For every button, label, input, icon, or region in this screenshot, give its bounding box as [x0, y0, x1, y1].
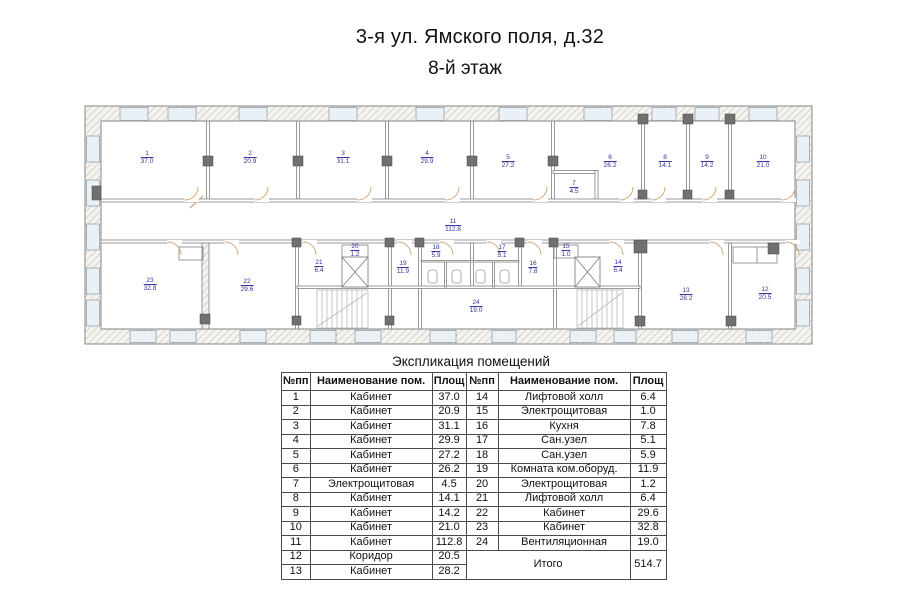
cell-num: 14: [466, 391, 498, 406]
room-number: 10: [757, 154, 770, 162]
cell-num: 3: [282, 420, 311, 435]
cell-area: 37.0: [432, 391, 466, 406]
room-number: 12: [759, 286, 772, 294]
room-number: 24: [470, 299, 483, 307]
table-row: [282, 507, 667, 522]
room-label-22: [241, 278, 254, 294]
room-number: 15: [562, 243, 570, 251]
table-row: [282, 391, 667, 406]
cell-num: 7: [282, 478, 311, 493]
room-number: 16: [529, 260, 537, 268]
cell-area: 14.2: [432, 507, 466, 522]
room-number: 7: [569, 180, 578, 188]
cell-area: 31.1: [432, 420, 466, 435]
cell-num: 15: [466, 405, 498, 420]
cell-num: 8: [282, 492, 311, 507]
cell-num: 24: [466, 536, 498, 551]
cell-num: 19: [466, 463, 498, 478]
cell-name: Кабинет: [310, 565, 432, 580]
header-name: Наименование пом.: [498, 373, 630, 391]
table-row: [282, 550, 667, 565]
cell-name: Комната ком.оборуд.: [498, 463, 630, 478]
cell-name: Кабинет: [498, 521, 630, 536]
room-number: 19: [397, 260, 409, 268]
room-area: 1.2: [350, 251, 360, 259]
room-area: 32.8: [143, 285, 157, 293]
explication-title: Экспликация помещений: [392, 354, 550, 369]
table-row: [282, 434, 667, 449]
cell-num: 16: [466, 420, 498, 435]
total-label-cell: Итого: [466, 550, 630, 579]
cell-area: 112.8: [432, 536, 466, 551]
room-number: 20: [351, 243, 359, 251]
room-label-6: [604, 154, 617, 170]
room-area: 31.1: [336, 158, 350, 166]
cell-num: 11: [282, 536, 311, 551]
room-number: 5: [502, 154, 515, 162]
header-area: Площ: [432, 373, 466, 391]
cell-num: 18: [466, 449, 498, 464]
cell-num: 12: [282, 550, 311, 565]
cell-area: 4.5: [432, 478, 466, 493]
room-label-21: [314, 259, 323, 275]
room-area: 27.2: [501, 162, 515, 170]
header-row: [282, 373, 667, 391]
cell-name: Кабинет: [310, 463, 432, 478]
cell-area: 5.9: [630, 449, 666, 464]
room-number: 17: [498, 244, 506, 252]
room-area: 26.2: [603, 162, 617, 170]
cell-area: 14.1: [432, 492, 466, 507]
cell-num: 9: [282, 507, 311, 522]
room-area: 37.0: [140, 158, 154, 166]
cell-num: 6: [282, 463, 311, 478]
cell-name: Кабинет: [310, 434, 432, 449]
cell-area: 29.6: [630, 507, 666, 522]
cell-name: Кухня: [498, 420, 630, 435]
cell-num: 2: [282, 405, 311, 420]
room-label-2: [244, 150, 257, 166]
room-area: 29.6: [240, 286, 254, 294]
cell-area: 1.0: [630, 405, 666, 420]
cell-area: 6.4: [630, 391, 666, 406]
door-arcs: [168, 187, 801, 255]
cell-area: 5.1: [630, 434, 666, 449]
room-area: 14.1: [658, 162, 672, 170]
cell-area: 11.9: [630, 463, 666, 478]
cell-name: Электрощитовая: [310, 478, 432, 493]
cell-name: Лифтовой холл: [498, 492, 630, 507]
cell-name: Сан.узел: [498, 434, 630, 449]
cell-name: Кабинет: [498, 507, 630, 522]
room-area: 5.9: [431, 252, 441, 260]
cell-num: 21: [466, 492, 498, 507]
room-area: 7.8: [528, 268, 538, 276]
header-num: №пп: [466, 373, 498, 391]
room-label-1: [141, 150, 154, 166]
cell-area: 20.9: [432, 405, 466, 420]
cell-area: 28.2: [432, 565, 466, 580]
room-area: 6.4: [613, 267, 623, 275]
table-row: [282, 420, 667, 435]
cell-num: 5: [282, 449, 311, 464]
cell-name: Кабинет: [310, 507, 432, 522]
room-label-18: [431, 244, 440, 260]
room-label-19: [397, 260, 409, 276]
room-number: 21: [315, 259, 323, 267]
room-label-24: [470, 299, 483, 315]
cell-name: Кабинет: [310, 391, 432, 406]
cell-area: 7.8: [630, 420, 666, 435]
room-label-20: [350, 243, 359, 259]
table-row: [282, 463, 667, 478]
cell-name: Кабинет: [310, 492, 432, 507]
table-row: [282, 449, 667, 464]
cell-name: Кабинет: [310, 449, 432, 464]
header-name: Наименование пом.: [310, 373, 432, 391]
room-label-23: [144, 277, 157, 293]
cell-name: Вентиляционная: [498, 536, 630, 551]
room-area: 21.0: [756, 162, 770, 170]
room-area: 28.2: [679, 295, 693, 303]
room-label-14: [613, 259, 622, 275]
room-area: 6.4: [314, 267, 324, 275]
room-area: 14.2: [700, 162, 714, 170]
cell-name: Коридор: [310, 550, 432, 565]
cell-name: Кабинет: [310, 405, 432, 420]
cell-num: 22: [466, 507, 498, 522]
room-area: 112.8: [445, 226, 461, 234]
room-label-11: [445, 218, 461, 234]
cell-name: Кабинет: [310, 536, 432, 551]
room-number: 13: [680, 287, 693, 295]
room-label-10: [757, 154, 770, 170]
page-title: 3-я ул. Ямского поля, д.32: [355, 26, 605, 48]
cell-name: Сан.узел: [498, 449, 630, 464]
room-label-17: [497, 244, 506, 260]
room-area: 4.5: [569, 188, 579, 196]
cell-num: 10: [282, 521, 311, 536]
room-number: 11: [445, 218, 461, 226]
room-number: 4: [421, 150, 434, 158]
cell-area: 20.5: [432, 550, 466, 565]
cell-num: 13: [282, 565, 311, 580]
cell-area: 19.0: [630, 536, 666, 551]
room-label-8: [659, 154, 672, 170]
cell-area: 32.8: [630, 521, 666, 536]
room-area: 29.9: [420, 158, 434, 166]
room-label-5: [502, 154, 515, 170]
room-area: 5.1: [497, 252, 507, 260]
cell-num: 23: [466, 521, 498, 536]
toilet-fixtures: [428, 270, 509, 283]
cell-name: Кабинет: [310, 521, 432, 536]
room-number: 3: [337, 150, 350, 158]
cell-area: 1.2: [630, 478, 666, 493]
total-value-cell: 514.7: [630, 550, 666, 579]
room-label-4: [421, 150, 434, 166]
cell-num: 20: [466, 478, 498, 493]
room-label-7: [569, 180, 578, 196]
table-row: [282, 536, 667, 551]
header-area: Площ: [630, 373, 666, 391]
room-label-16: [528, 260, 537, 276]
room-number: 9: [701, 154, 714, 162]
room-area: 20.5: [758, 294, 772, 302]
cell-name: Электрощитовая: [498, 478, 630, 493]
floor-subtitle: 8-й этаж: [428, 58, 502, 79]
cell-num: 17: [466, 434, 498, 449]
room-number: 6: [604, 154, 617, 162]
table-row: [282, 405, 667, 420]
room-label-3: [337, 150, 350, 166]
cell-num: 1: [282, 391, 311, 406]
cell-name: Кабинет: [310, 420, 432, 435]
room-area: 19.0: [469, 307, 483, 315]
cell-area: 29.9: [432, 434, 466, 449]
cell-name: Лифтовой холл: [498, 391, 630, 406]
room-area: 11.9: [396, 268, 410, 276]
room-label-9: [701, 154, 714, 170]
table-row: [282, 478, 667, 493]
cell-name: Электрощитовая: [498, 405, 630, 420]
explication-table: [281, 372, 667, 580]
cell-area: 6.4: [630, 492, 666, 507]
cell-area: 26.2: [432, 463, 466, 478]
pier-blocks: [92, 114, 779, 326]
room-number: 1: [141, 150, 154, 158]
room-number: 23: [144, 277, 157, 285]
room-label-15: [561, 243, 570, 259]
cell-area: 21.0: [432, 521, 466, 536]
room-number: 8: [659, 154, 672, 162]
cell-area: 27.2: [432, 449, 466, 464]
header-num: №пп: [282, 373, 311, 391]
room-number: 2: [244, 150, 257, 158]
room-number: 18: [432, 244, 440, 252]
room-number: 22: [241, 278, 254, 286]
room-label-13: [680, 287, 693, 303]
table-row: [282, 521, 667, 536]
room-area: 20.9: [243, 158, 257, 166]
room-area: 1.0: [561, 251, 571, 259]
room-label-12: [759, 286, 772, 302]
room-number: 14: [614, 259, 622, 267]
cell-num: 4: [282, 434, 311, 449]
table-row: [282, 492, 667, 507]
